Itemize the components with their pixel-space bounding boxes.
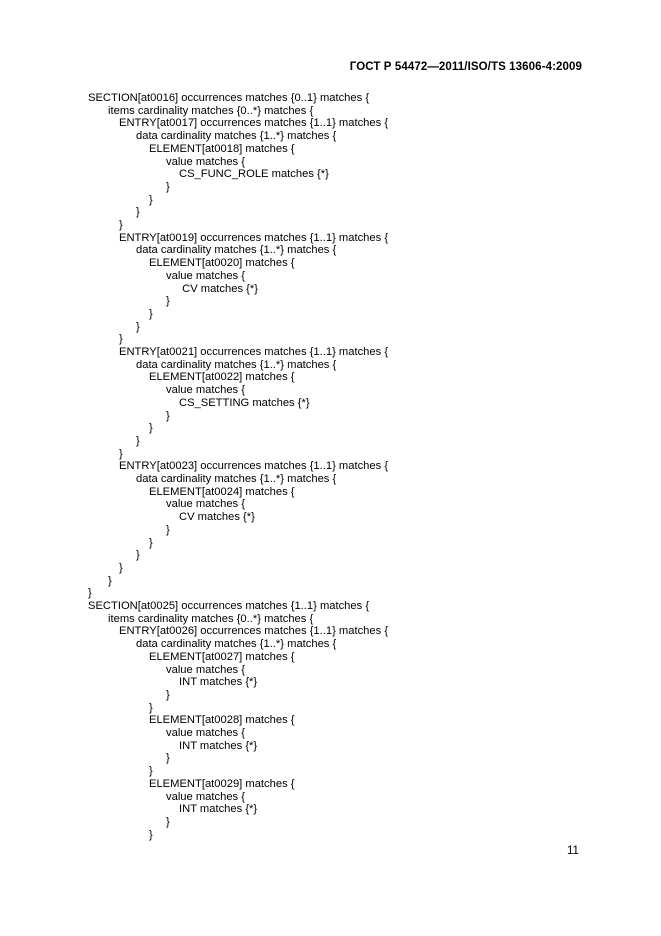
code-line: } [149, 307, 153, 320]
code-line: CS_FUNC_ROLE matches {*} [179, 168, 329, 181]
page-number: 11 [567, 845, 579, 857]
code-line: items cardinality matches {0..*} matches { [108, 104, 314, 117]
code-line: ELEMENT[at0022] matches { [149, 371, 295, 384]
document-header: ГОСТ Р 54472—2011/ISO/TS 13606-4:2009 [349, 61, 582, 73]
code-line: } [149, 828, 153, 841]
code-line: } [166, 409, 170, 422]
code-line: } [136, 434, 140, 447]
code-line: data cardinality matches {1..*} matches { [136, 358, 337, 371]
code-line: value matches { [166, 727, 245, 739]
code-line: CS_SETTING matches {*} [179, 396, 310, 409]
code-line: } [119, 219, 123, 231]
code-line: } [166, 815, 170, 828]
code-line: value matches { [166, 269, 245, 282]
code-line: } [136, 206, 140, 219]
code-line: } [149, 422, 153, 435]
code-line: } [136, 549, 140, 562]
code-line: data cardinality matches {1..*} matches { [136, 130, 337, 143]
code-line: CV matches {*} [179, 511, 255, 524]
code-line: } [149, 193, 153, 206]
code-line: items cardinality matches {0..*} matches { [108, 612, 314, 625]
code-line: value matches { [166, 498, 245, 511]
code-line: value matches { [166, 155, 245, 168]
code-line: } [136, 320, 140, 333]
code-line: ENTRY[at0019] occurrences matches {1..1} matches { [119, 231, 389, 244]
code-line: ELEMENT[at0018] matches { [149, 142, 295, 155]
code-line: } [166, 752, 170, 765]
code-line: SECTION[at0016] occurrences matches {0..1} matches { [88, 92, 370, 104]
code-line: ELEMENT[at0029] matches { [149, 777, 295, 790]
code-line: ENTRY[at0017] occurrences matches {1..1} matches { [119, 117, 389, 130]
code-line: value matches { [166, 663, 245, 676]
code-line: } [166, 180, 170, 193]
code-line: INT matches {*} [179, 676, 258, 689]
code-line: } [149, 701, 153, 714]
code-line: } [166, 688, 170, 701]
code-line: ELEMENT[at0027] matches { [149, 650, 295, 663]
code-line: INT matches {*} [179, 739, 258, 752]
code-line: } [119, 447, 123, 460]
code-line: INT matches {*} [179, 803, 258, 816]
code-line: ELEMENT[at0024] matches { [149, 485, 295, 498]
code-line: ENTRY[at0021] occurrences matches {1..1} matches { [119, 346, 389, 358]
code-line: } [149, 536, 153, 549]
code-line: ELEMENT[at0020] matches { [149, 257, 295, 270]
code-line: data cardinality matches {1..*} matches { [136, 244, 337, 257]
code-line: } [149, 765, 153, 778]
code-line: value matches { [166, 790, 245, 803]
code-line: data cardinality matches {1..*} matches { [136, 473, 337, 485]
code-line: } [119, 561, 123, 574]
code-line: value matches { [166, 384, 245, 397]
code-line: ELEMENT[at0028] matches { [149, 714, 295, 727]
code-line: data cardinality matches {1..*} matches { [136, 638, 337, 651]
code-line: } [119, 333, 123, 346]
code-line: ENTRY[at0023] occurrences matches {1..1} matches { [119, 460, 389, 473]
code-line: } [108, 574, 112, 587]
code-line: } [88, 587, 92, 600]
code-line: CV matches {*} [179, 282, 258, 295]
code-listing [0, 92, 661, 852]
code-line: SECTION[at0025] occurrences matches {1..1} matches { [88, 600, 370, 612]
code-line: } [166, 523, 170, 536]
code-line: } [166, 295, 170, 308]
code-line: ENTRY[at0026] occurrences matches {1..1} matches { [119, 625, 389, 638]
